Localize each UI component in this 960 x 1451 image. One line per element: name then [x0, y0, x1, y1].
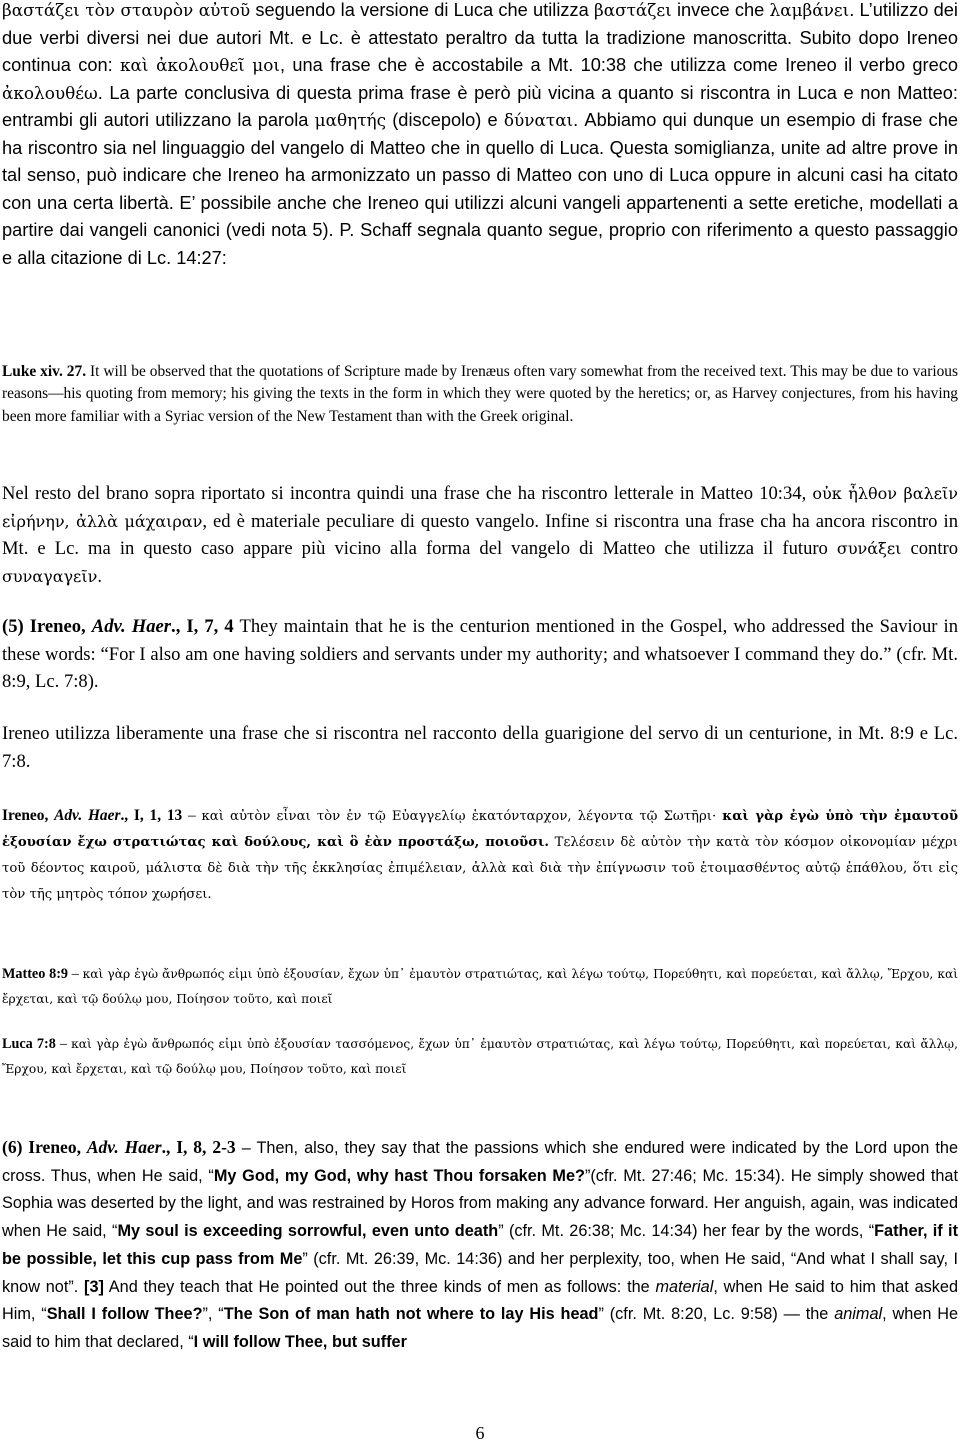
greek-text-run: δύναται [503, 110, 574, 130]
text-run: Father, if it be possible, let this cup pass from Me [2, 1222, 958, 1268]
schaff-footnote-quote [2, 361, 958, 428]
greek-text-run: καὶ ἀκολουθεῖ μοι [119, 55, 280, 75]
greek-text-run: οὐκ ἦλθον βαλεῖν εἰρήνην, ἀλλὰ μάχαιραν [2, 484, 958, 531]
text-run: Ireneo, [2, 807, 55, 824]
text-run: ”, “ [202, 1305, 224, 1324]
text-run: Matteo 8:9 [2, 966, 69, 982]
text-run: I will follow Thee, but suffer [193, 1332, 407, 1351]
text-run: , when He said to him that asked Him, “ [2, 1277, 958, 1324]
paragraph-ireneo-5 [2, 613, 958, 696]
text-run: And they teach that He pointed out the three kinds of men as follows: the [103, 1277, 656, 1296]
greek-text-run: βαστάζει [593, 0, 672, 20]
text-run: Nel resto del brano sopra riportato si incontra quindi una frase che ha riscontro letterale in Matteo 10:34, [2, 483, 813, 504]
text-run: material [655, 1277, 714, 1296]
text-run: Adv. Haer [86, 1137, 162, 1157]
text-run: contro [901, 538, 958, 559]
text-run: – [55, 1036, 72, 1052]
text-run: ” (cfr. Mt. 8:20, Lc. 9:58) — the [598, 1305, 835, 1324]
text-run: [3] [84, 1277, 104, 1296]
text-run: animal [834, 1305, 883, 1324]
text-run: ., I, 7, 4 [171, 616, 234, 637]
text-run: ” (cfr. Mt. 26:38; Mc. 14:34) her fear by the words, “ [498, 1222, 875, 1241]
paragraph-ireneo-usage [2, 720, 958, 775]
page-number: 6 [475, 1423, 485, 1443]
text-run: . Abbiamo qui dunque un esempio di frase che ha riscontro sia nel linguaggio del vangelo di Matteo che in quello di Luca. Questa somiglianza, unite ad altre prove in tal senso, può indicare che Ireneo ha armonizzato un passo di Matteo con uno di Luca oppure in alcuni casi ha citato con una certa libertà. E’ possibile anche che Ireneo qui utilizzi alcuni vangeli appartenenti a sette eretiche, modellati a partire dai vangeli canonici (vedi nota 5). P. Schaff segnala quanto segue, proprio con riferimento a questo passaggio e alla citazione di Lc. 14:27: [2, 110, 958, 268]
greek-text-run: Τελέσειν δὲ αὐτὸν τὴν κατὰ τὸν κόσμον οἰκονομίαν μέχρι τοῦ δέοντος καιροῦ, μάλιστα δὲ διὰ τὴν τῆς ἐκκλησίας ἐπιμέλειαν, ἀλλὰ καὶ διὰ τὴν ἐπίγνωσιν τοῦ ἑτοιμασθέντος αὐτῷ ἐπάθλου, ὅτι εἰς τὸν τῆς μητρὸς τόπον χωρήσει. [2, 835, 958, 902]
text-run: ., I, 1, 13 [120, 807, 183, 824]
text-run: . [97, 565, 102, 587]
text-run: They maintain that he is the centurion mentioned in the Gospel, who addressed the Saviour in these words: “For I also am one having soldiers and servants under my authority; and whatsoever I command they do.” (cfr. Mt. 8:9, Lc. 7:8). [2, 616, 959, 692]
greek-quote-matteo [2, 962, 958, 1012]
text-run: My God, my God, why hast Thou forsaken Me? [213, 1166, 585, 1185]
text-run: invece che [671, 0, 770, 20]
text-run: Adv. Haer [91, 616, 172, 637]
text-run: ” (cfr. Mt. 26:39, Mc. 14:36) and her perplexity, too, when He said, “And what I shall say, I know not”. [2, 1249, 958, 1296]
text-run: – Then, also, they say that the passions which she endured were indicated by the Lord upon the cross. Thus, when He said, “ [2, 1139, 958, 1185]
greek-quote-ireneo [2, 803, 958, 907]
greek-text-run: καὶ γὰρ ἐγὼ ἄνθρωπός εἰμι ὑπὸ ἐξουσίαν τασσόμενος, ἔχων ὑπ᾽ ἐμαυτὸν στρατιώτας, καὶ λέγω τούτῳ, Πορεύθητι, καὶ πορεύεται, καὶ ἄλλῳ, Ἔρχου, καὶ ἔρχεται, καὶ τῷ δούλῳ μου, Ποίησον τοῦτο, καὶ ποιεῖ [2, 1037, 959, 1076]
text-run: . La parte conclusiva di questa prima frase è però più vicina a quanto si riscontra in Luca e non Matteo: entrambi gli autori utilizzano la parola [2, 82, 958, 130]
text-run: Adv. Haer [54, 807, 121, 824]
text-run: – [68, 966, 83, 982]
greek-text-run: λαμβάνει [769, 0, 850, 20]
text-run: . L’utilizzo dei due verbi diversi nei due autori Mt. e Lc. è attestato peraltro da tutta la tradizione manoscritta. Subito dopo Ireneo continua con: [2, 0, 958, 75]
greek-text-run: συναγαγεῖν [2, 566, 98, 586]
text-run: ., I, 8, 2-3 [161, 1137, 236, 1157]
text-run: The Son of man hath not where to lay His head [223, 1305, 599, 1324]
greek-text-run: συνάξει [836, 539, 902, 558]
text-run: (5) Ireneo, [2, 616, 92, 637]
greek-text-run: βαστάζει τὸν σταυρὸν αὐτοῦ [2, 0, 251, 20]
text-run: , una frase che è accostabile a Mt. 10:38 che utilizza come Ireneo il verbo greco [279, 55, 958, 75]
text-run: , ed è materiale peculiare di questo vangelo. Infine si riscontra una frase cha ha ancora riscontro in Mt. e Lc. ma in questo caso appare più vicino alla forma del vangelo di Matteo che utilizza il futuro [2, 510, 958, 559]
text-run: seguendo la versione di Luca che utilizza [250, 0, 594, 20]
text-run: (6) Ireneo, [2, 1137, 87, 1157]
text-run: – [182, 807, 202, 824]
text-run: ”(cfr. Mt. 27:46; Mc. 15:34). He simply showed that Sophia was deserted by the light, and was restrained by Horos from making any advance forward. Her anguish, again, was indicated when He said, “ [2, 1166, 958, 1241]
greek-text-run: καὶ γὰρ ἐγὼ ὑπὸ τὴν ἐμαυτοῦ ἐξουσίαν ἔχω στρατιώτας καὶ δούλους, καὶ ὃ ἐὰν προστάξω, ποιοῦσι. [2, 809, 959, 850]
text-run: Ireneo utilizza liberamente una frase che si riscontra nel racconto della guarigione del servo di un centurione, in Mt. 8:9 e Lc. 7:8. [2, 723, 958, 772]
paragraph-luke-commentary [2, 0, 958, 272]
text-run: Luke xiv. 27. [2, 363, 87, 380]
text-run: Luca 7:8 [2, 1036, 56, 1052]
greek-text-run: καὶ αὐτὸν εἶναι τὸν ἐν τῷ Εὐαγγελίῳ ἑκατόνταρχον, λέγοντα τῷ Σωτῆρι· [201, 809, 723, 824]
paragraph-matthew-parallel [2, 480, 958, 590]
text-run: It will be observed that the quotations of Scripture made by Irenæus often vary somewhat from the received text. This may be due to various reasons—his quoting from memory; his giving the texts in the form in which they were quoted by the heretics; or, as Harvey conjectures, from his having been more familiar with a Syriac version of the New Testament than with the Greek original. [2, 363, 958, 425]
paragraph-ireneo-6 [2, 1134, 958, 1356]
text-run: Shall I follow Thee? [46, 1305, 203, 1324]
text-run: (discepolo) e [386, 110, 504, 130]
greek-text-run: ἀκολουθέω [2, 82, 98, 103]
greek-quote-luca [2, 1032, 958, 1082]
text-run: My soul is exceeding sorrowful, even unto death [117, 1222, 499, 1241]
greek-text-run: μαθητής [314, 110, 387, 130]
greek-text-run: καὶ γὰρ ἐγὼ ἄνθρωπός εἰμι ὑπὸ ἐξουσίαν, ἔχων ὑπ᾽ ἐμαυτὸν στρατιώτας, καὶ λέγω τούτῳ, Πορεύθητι, καὶ πορεύεται, καὶ ἄλλῳ, Ἔρχου, καὶ ἔρχεται, καὶ τῷ δούλῳ μου, Ποίησον τοῦτο, καὶ ποιεῖ [2, 967, 958, 1006]
text-run: , when He said to him that declared, “ [2, 1305, 958, 1351]
